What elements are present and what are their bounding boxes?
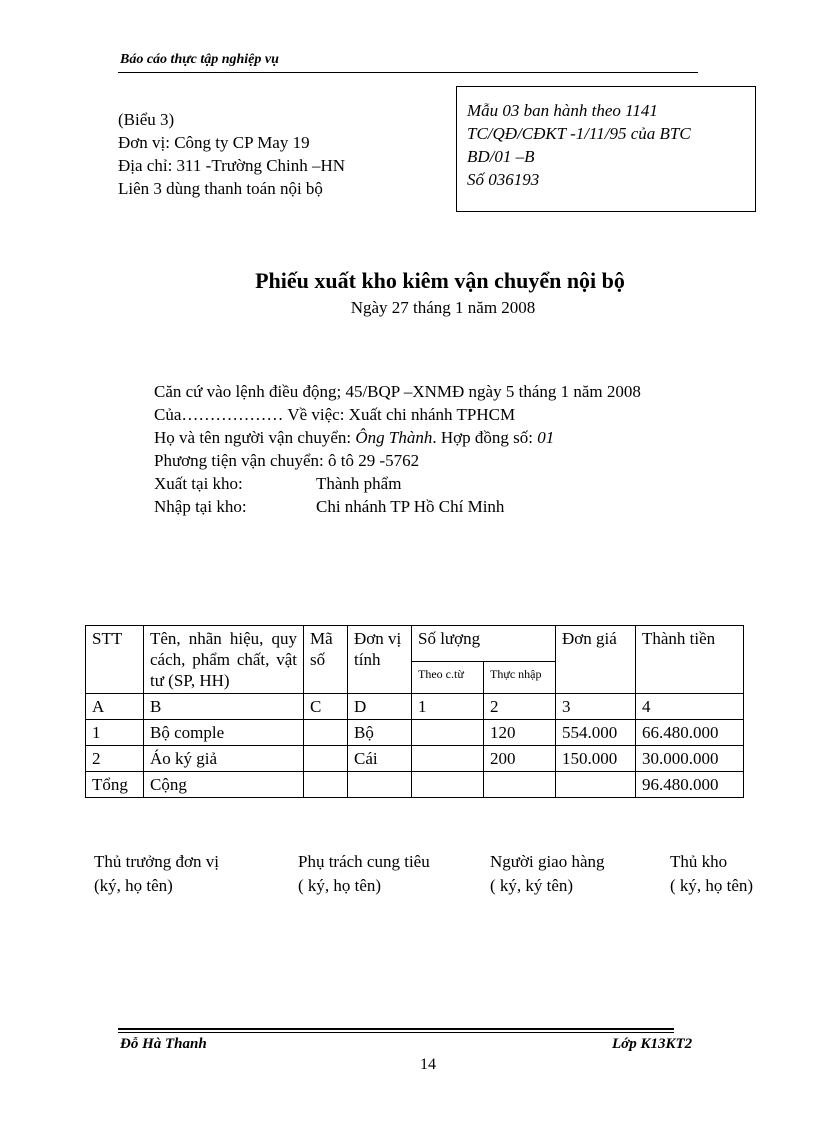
table-cell: 554.000 <box>556 720 636 746</box>
table-cell: 3 <box>556 694 636 720</box>
form-reference-box <box>456 86 756 212</box>
copy-note: Liên 3 dùng thanh toán nội bộ <box>118 179 323 198</box>
table-header-row <box>86 626 744 662</box>
export-warehouse-line <box>154 472 641 495</box>
table-total-row <box>86 772 744 798</box>
form-ref-line-4: Số 036193 <box>467 170 540 189</box>
contract-label: . Hợp đồng số: <box>432 428 538 447</box>
form-ref-line-1: Mẫu 03 ban hành theo 1141 <box>467 101 658 120</box>
table-cell: D <box>348 694 412 720</box>
footer-divider-thin <box>118 1032 674 1033</box>
table-cell: 200 <box>484 746 556 772</box>
table-cell: 120 <box>484 720 556 746</box>
transporter-line <box>154 426 641 449</box>
table-cell <box>412 772 484 798</box>
footer-class: Lớp K13KT2 <box>612 1036 693 1052</box>
signature-deliverer <box>490 850 605 898</box>
signature-note: ( ký, họ tên) <box>670 876 754 895</box>
table-cell <box>412 746 484 772</box>
import-warehouse-label: Nhập tại kho: <box>154 497 247 516</box>
table-cell: 1 <box>412 694 484 720</box>
header-qty-actual: Thực nhập <box>484 662 556 694</box>
transporter-name: Ông Thành <box>355 428 433 447</box>
import-warehouse-line <box>154 495 641 518</box>
table-cell: B <box>144 694 304 720</box>
import-warehouse-value: Chi nhánh TP Hồ Chí Minh <box>316 497 505 516</box>
table-cell <box>412 720 484 746</box>
signature-role: Thủ trưởng đơn vị <box>94 852 219 871</box>
signature-director <box>94 850 219 898</box>
page-header-title: Báo cáo thực tập nghiệp vụ <box>120 52 279 67</box>
table-cell: A <box>86 694 144 720</box>
header-qty-document: Theo c.từ <box>412 662 484 694</box>
header-unit-price: Đơn giá <box>556 626 636 694</box>
total-value: 96.480.000 <box>636 772 744 798</box>
total-label-1: Tổng <box>86 772 144 798</box>
contract-number: 01 <box>537 428 555 447</box>
signature-storekeeper <box>670 850 753 898</box>
unit-name: Đơn vị: Công ty CP May 19 <box>118 133 310 152</box>
table-cell <box>556 772 636 798</box>
table-cell <box>484 772 556 798</box>
table-row <box>86 720 744 746</box>
total-label-2: Cộng <box>144 772 304 798</box>
document-title: Phiếu xuất kho kiêm vận chuyển nội bộ <box>255 268 625 293</box>
basis-line: Căn cứ vào lệnh điều động; 45/BQP –XNMĐ ngày 5 tháng 1 năm 2008 <box>154 382 641 401</box>
table-cell: 2 <box>86 746 144 772</box>
table-code-row <box>86 694 744 720</box>
form-ref-line-2: TC/QĐ/CĐKT -1/11/95 của BTC <box>467 124 691 143</box>
export-warehouse-value: Thành phẩm <box>316 474 402 493</box>
table-cell: 1 <box>86 720 144 746</box>
table-row <box>86 746 744 772</box>
table-cell: Cái <box>348 746 412 772</box>
document-body <box>154 380 641 518</box>
table-cell: Bộ comple <box>144 720 304 746</box>
footer-author: Đỗ Hà Thanh <box>120 1036 207 1052</box>
table-cell: 30.000.000 <box>636 746 744 772</box>
table-cell: 4 <box>636 694 744 720</box>
footer-divider <box>118 1028 674 1030</box>
form-number: (Biểu 3) <box>118 110 175 129</box>
header-item-name: Tên, nhãn hiệu, quy cách, phẩm chất, vật tư (SP, HH) <box>144 626 304 694</box>
address: Địa chỉ: 311 -Trường Chinh –HN <box>118 156 346 175</box>
header-divider <box>118 72 698 73</box>
table-cell: 150.000 <box>556 746 636 772</box>
header-quantity: Số lượng <box>412 626 556 662</box>
signature-role: Phụ trách cung tiêu <box>298 852 430 871</box>
vehicle-line: Phương tiện vận chuyển: ô tô 29 -5762 <box>154 451 420 470</box>
signature-note: (ký, họ tên) <box>94 876 173 895</box>
table-cell <box>304 720 348 746</box>
subject-line: Của……………… Về việc: Xuất chi nhánh TPHCM <box>154 405 516 424</box>
table-cell <box>348 772 412 798</box>
signature-supply <box>298 850 430 898</box>
table-cell: Bộ <box>348 720 412 746</box>
document-date: Ngày 27 tháng 1 năm 2008 <box>350 298 536 317</box>
form-ref-line-3: BD/01 –B <box>467 147 535 166</box>
export-warehouse-label: Xuất tại kho: <box>154 474 243 493</box>
signature-role: Thủ kho <box>670 852 728 871</box>
signature-note: ( ký, họ tên) <box>298 876 382 895</box>
transporter-label: Họ và tên người vận chuyển: <box>154 428 356 447</box>
header-stt: STT <box>86 626 144 694</box>
page-number: 14 <box>420 1056 436 1073</box>
company-info <box>118 108 345 200</box>
header-code: Mã số <box>304 626 348 694</box>
table-cell: Áo ký giả <box>144 746 304 772</box>
table-cell: 66.480.000 <box>636 720 744 746</box>
header-unit: Đơn vị tính <box>348 626 412 694</box>
table-cell <box>304 746 348 772</box>
header-amount: Thành tiền <box>636 626 744 694</box>
signature-role: Người giao hàng <box>490 852 605 871</box>
signature-note: ( ký, ký tên) <box>490 876 574 895</box>
table-cell: 2 <box>484 694 556 720</box>
goods-table <box>85 625 744 798</box>
table-cell <box>304 772 348 798</box>
table-cell: C <box>304 694 348 720</box>
